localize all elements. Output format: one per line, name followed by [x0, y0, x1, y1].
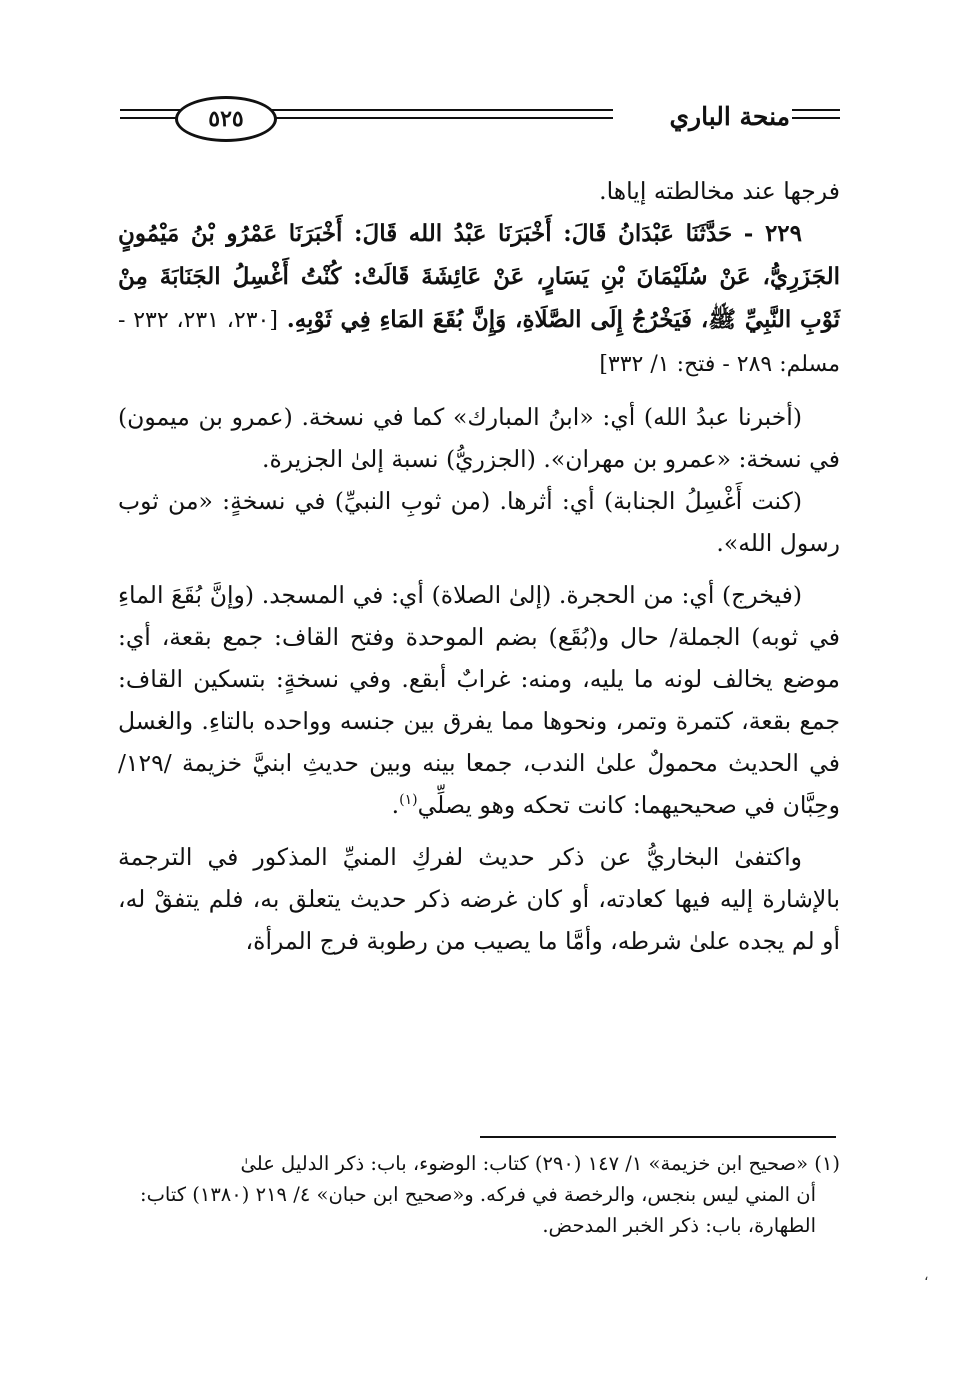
margin-mark: ،	[924, 1268, 929, 1284]
header-rule-left-bottom	[120, 117, 182, 119]
commentary-text-end: .	[391, 791, 400, 819]
hadith-text: ٢٢٩ - حَدَّثَنَا عَبْدَانُ قَالَ: أَخْبَرَنَا عَبْدُ الله قَالَ: أَخْبَرَنَا عَمْرُو بْنُ مَيْمُونٍ الجَزَرِيُّ، عَنْ سُلَيْمَانَ بْنِ يَسَارٍ، عَنْ عَائِشَةَ قَالَتْ: كُنْتُ أَغْسِلُ الجَنَابَةَ مِنْ ثَوْبِ النَّبِيِّ ﷺ، فَيَخْرُجُ إِلَى الصَّلَاةِ، وَإِنَّ بُقَعَ المَاءِ فِي ثَوْبِهِ.	[118, 220, 840, 333]
page-number-badge	[175, 96, 277, 142]
paragraph-continuation: فرجها عند مخالطته إياها.	[599, 177, 840, 205]
commentary-paragraph-3	[118, 574, 840, 826]
book-title: منحة الباري	[669, 102, 790, 131]
hadith-paragraph	[118, 212, 840, 386]
header-rule-middle-bottom	[268, 117, 613, 119]
header-rule-right-bottom	[792, 117, 840, 119]
commentary-paragraph-2: (كنت أَغْسِلُ الجنابة) أي: أثرها. (من ثوبِ النبيِّ) في نسخةٍ: «من ثوب رسول الله».	[118, 487, 840, 557]
footnote-separator	[480, 1136, 836, 1138]
running-header	[120, 82, 840, 152]
header-rule-left-top	[120, 109, 182, 111]
main-text	[118, 170, 840, 962]
header-rule-middle-top	[268, 109, 613, 111]
page-number: ٥٢٥	[208, 106, 244, 132]
footnotes	[140, 1148, 840, 1241]
footnote-marker: (١)	[399, 792, 418, 809]
commentary-paragraph-1: (أخبرنا عبدُ الله) أي: «ابنُ المبارك» كما في نسخة. (عمرو بن ميمون) في نسخة: «عمرو بن مهران». (الجزريُّ) نسبة إلىٰ الجزيرة.	[118, 403, 840, 473]
footnote-1-continuation: أن المني ليس بنجس، والرخصة في فركه. و«صحيح ابن حبان» ٤/ ٢١٩ (١٣٨٠) كتاب: الطهارة، باب: ذكر الخبر المدحض.	[140, 1183, 817, 1237]
header-rule-right-top	[792, 109, 840, 111]
hadith-reference: [٢٣٠، ٢٣١، ٢٣٢ - مسلم: ٢٨٩ - فتح: ١/ ٣٣٢]	[118, 308, 840, 377]
commentary-text: (فيخرج) أي: من الحجرة. (إلىٰ الصلاة) أي: في المسجد. (وإنَّ بُقَعَ الماءِ في ثوبه) الجملة/ حال و(بُقَع) بضم الموحدة وفتح القاف: جمع بقعة، أي: موضع يخالف لونه ما يليه، ومنه: غرابٌ أبقع. وفي نسخةٍ: بتسكين القاف: جمع بقعة، كتمرة وتمر، ونحوها مما يفرق بين جنسه وواحده بالتاءِ. والغسل في الحديث محمولٌ علىٰ الندب، جمعا بينه وبين حديثِ ابنيَّ خزيمة /١٢٩/ وحِبَّان في صحيحيهما: كانت تحكه وهو يصلِّي	[118, 581, 840, 819]
commentary-paragraph-4: واكتفىٰ البخاريُّ عن ذكر حديث لفركِ المنيِّ المذكور في الترجمة بالإشارة إليه فيها كعادته، أو كان غرضه ذكر حديث يتعلق به، فلم يتفقْ له، أو لم يجده علىٰ شرطه، وأمَّا ما يصيب من رطوبة فرج المرأة،	[118, 843, 840, 955]
footnote-1-first-line: (١) «صحيح ابن خزيمة» ١/ ١٤٧ (٢٩٠) كتاب: الوضوء، باب: ذكر الدليل علىٰ	[240, 1152, 840, 1175]
